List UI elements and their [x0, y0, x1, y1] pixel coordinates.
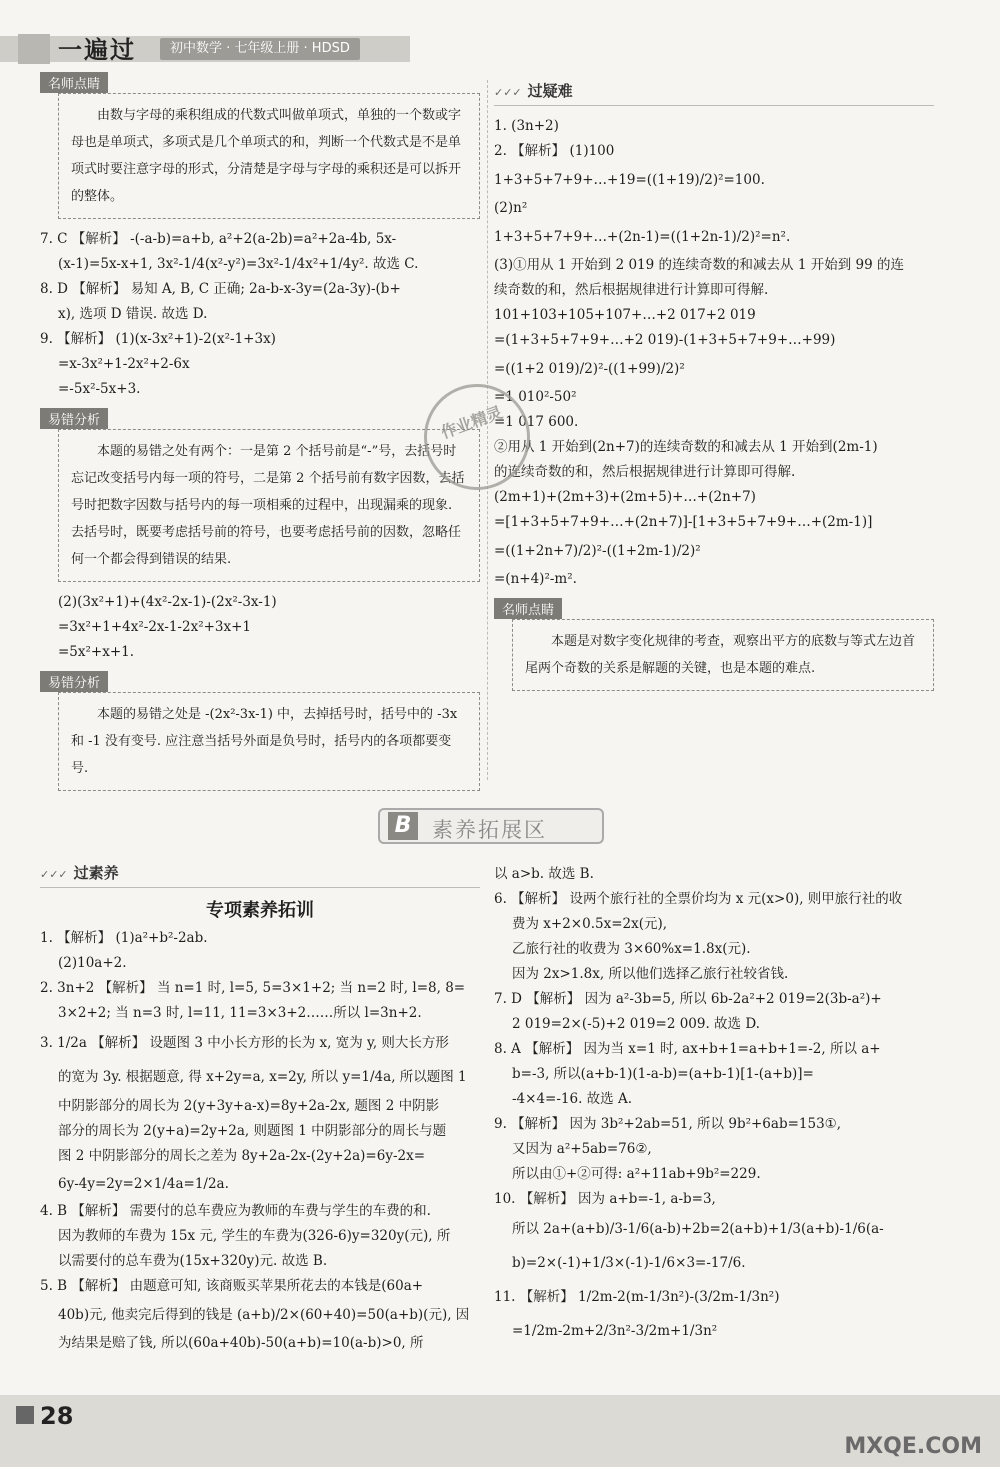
section-title-text: 过疑难 [527, 82, 573, 100]
answer-line: 所以 2a+(a+b)/3-1/6(a-b)+2b=2(a+b)+1/3(a+b)-1/6(a- [512, 1221, 884, 1237]
tip-text: 本题是对数字变化规律的考查，观察出平方的底数与等式左边首尾两个奇数的关系是解题的关键，也是本题的难点. [512, 619, 934, 691]
answer-line: 因为 2x>1.8x, 所以他们选择乙旅行社较省钱. [512, 966, 789, 982]
answer-line: b)=2×(-1)+1/3×(-1)-1/6×3=-17/6. [512, 1255, 746, 1271]
answer-line: 中阴影部分的周长为 2(y+3y+a-x)=8y+2a-2x, 题图 2 中阴影 [58, 1098, 440, 1114]
answer-line: (x-1)=5x-x+1, 3x²-1/4(x²-y²)=3x²-1/4x²+1/4y². 故选 C. [58, 256, 419, 272]
answer-line: 续奇数的和，然后根据规律进行计算即可得解. [494, 282, 769, 298]
answer-line: (3)①用从 1 开始到 2 019 的连续奇数的和减去从 1 开始到 99 的连 [494, 257, 904, 273]
section-title-text: 过素养 [73, 864, 119, 882]
answer-line: 1. (3n+2) [494, 118, 559, 134]
tip-text: 本题的易错之处是 -(2x²-3x-1) 中，去掉括号时，括号中的 -3x 和 -1 没有变号. 应注意当括号外面是负号时，括号内的各项都要变号. [58, 692, 480, 791]
subsection-title: 专项素养拓训 [206, 900, 314, 921]
answer-line: 40b)元, 他卖完后得到的钱是 (a+b)/2×(60+40)=50(a+b)(元), 因 [58, 1307, 470, 1323]
right-column-top [494, 80, 934, 699]
header-brand: 一遍过 [58, 36, 136, 64]
header-tag: 初中数学 · 七年级上册 · HDSD [160, 38, 360, 60]
tip-text: 本题的易错之处有两个：一是第 2 个括号前是“-”号，去括号时忘记改变括号内每一项的符号，二是第 2 个括号前有数字因数，去括号时把数字因数与括号内的每一项相乘的过程中，出现漏乘的现象. 去括号时，既要考虑括号前的符号，也要考虑括号前的因数，忽略任何一个都会得到错误的结果. [58, 429, 480, 582]
answer-line: =x-3x²+1-2x²+2-6x [58, 356, 190, 372]
answer-line: 1+3+5+7+9+…+19=((1+19)/2)²=100. [494, 172, 765, 188]
answer-line: 2. 【解析】 (1)100 [494, 143, 615, 159]
answer-line: 7. D 【解析】 因为 a²-3b=5, 所以 6b-2a²+2 019=2(3b-a²)+ [494, 991, 882, 1007]
answer-line: 4. B 【解析】 需要付的总车费应为教师的车费与学生的车费的和. [40, 1203, 431, 1219]
answer-line: 因为教师的车费为 15x 元, 学生的车费为(326-6)y=320y(元), 所 [58, 1228, 451, 1244]
answer-line: 又因为 a²+5ab=76②, [512, 1141, 652, 1157]
zone-b-banner [378, 808, 604, 844]
answer-line: 9. 【解析】 因为 3b²+2ab=51, 所以 9b²+6ab=153①, [494, 1116, 842, 1132]
answer-line: 3×2+2; 当 n=3 时, l=11, 11=3×3+2……所以 l=3n+2. [58, 1005, 422, 1021]
answer-line: (2)(3x²+1)+(4x²-2x-1)-(2x²-3x-1) [58, 594, 277, 610]
header-logo-mark [18, 34, 50, 64]
answer-line: 为结果是赔了钱, 所以(60a+40b)-50(a+b)=10(a-b)>0, 所 [58, 1335, 424, 1351]
answer-line: 所以由①+②可得: a²+11ab+9b²=229. [512, 1166, 761, 1182]
answer-line: =1 017 600. [494, 414, 579, 430]
answer-line: (2)10a+2. [58, 955, 127, 971]
answer-line: 乙旅行社的收费为 3×60%x=1.8x(元). [512, 941, 751, 957]
answer-line: 图 2 中阴影部分的周长之差为 8y+2a-2x-(2y+2a)=6y-2x= [58, 1148, 426, 1164]
answer-line: 3. 1/2a 【解析】 设题图 3 中小长方形的长为 x, 宽为 y, 则大长方形 [40, 1035, 449, 1051]
answer-line: 2. 3n+2 【解析】 当 n=1 时, l=5, 5=3×1+2; 当 n=2 时, l=8, 8= [40, 980, 466, 996]
answer-line: =1 010²-50² [494, 389, 577, 405]
answer-line: 部分的周长为 2(y+a)=2y+2a, 则题图 1 中阴影部分的周长与题 [58, 1123, 447, 1139]
tip-title: 易错分析 [40, 671, 108, 692]
tip-box-error-1 [40, 408, 480, 582]
left-column-top [40, 72, 480, 799]
left-column-bottom [40, 862, 480, 1356]
tick-marks-icon: ✓✓✓ [494, 86, 522, 99]
answer-line: =5x²+x+1. [58, 644, 135, 660]
answer-line: (2)n² [494, 200, 528, 216]
homework-stamp: 作业精灵 [409, 369, 545, 505]
answer-line: 的连续奇数的和，然后根据规律进行计算即可得解. [494, 464, 796, 480]
answer-line: =(n+4)²-m². [494, 571, 577, 587]
answer-line: 1. 【解析】 (1)a²+b²-2ab. [40, 930, 208, 946]
answer-line: =[1+3+5+7+9+…+(2n+7)]-[1+3+5+7+9+…+(2m-1)] [494, 514, 873, 530]
answer-line: 101+103+105+107+…+2 017+2 019 [494, 307, 756, 323]
answer-line: ②用从 1 开始到(2n+7)的连续奇数的和减去从 1 开始到(2m-1) [494, 439, 878, 455]
answer-line: 6y-4y=2y=2×1/4a=1/2a. [58, 1176, 229, 1192]
answer-line: 以需要付的总车费为(15x+320y)元. 故选 B. [58, 1253, 328, 1269]
answer-line: 2 019=2×(-5)+2 019=2 009. 故选 D. [512, 1016, 760, 1032]
answer-line: 费为 x+2×0.5x=2x(元), [512, 916, 668, 932]
answer-line: 6. 【解析】 设两个旅行社的全票价均为 x 元(x>0), 则甲旅行社的收 [494, 891, 903, 907]
answer-line: 9. 【解析】 (1)(x-3x²+1)-2(x²-1+3x) [40, 331, 276, 347]
zone-b-letter: B [388, 812, 418, 840]
answer-line: 8. A 【解析】 因为当 x=1 时, ax+b+1=a+b+1=-2, 所以 a+ [494, 1041, 881, 1057]
answer-line: =((1+2 019)/2)²-((1+99)/2)² [494, 361, 685, 377]
answer-line: =(1+3+5+7+9+…+2 019)-(1+3+5+7+9+…+99) [494, 332, 836, 348]
answer-line: =((1+2n+7)/2)²-((1+2m-1)/2)² [494, 543, 701, 559]
answer-line: 7. C 【解析】 -(-a-b)=a+b, a²+2(a-2b)=a²+2a-4b, 5x- [40, 231, 397, 247]
answer-line: 11. 【解析】 1/2m-2(m-1/3n²)-(3/2m-1/3n²) [494, 1289, 780, 1305]
tip-text: 由数与字母的乘积组成的代数式叫做单项式，单独的一个数或字母也是单项式，多项式是几个单项式的和，判断一个代数式是不是单项式时要注意字母的形式，分清楚是字母与字母的乘积还是可以拆开的整体。 [58, 93, 480, 219]
answer-line: -4×4=-16. 故选 A. [512, 1091, 633, 1107]
tip-title: 易错分析 [40, 408, 108, 429]
tip-title: 名师点睛 [40, 72, 108, 93]
watermark: MXQE.COM [844, 1434, 982, 1459]
right-column-bottom [494, 862, 942, 1348]
answer-line: (2m+1)+(2m+3)+(2m+5)+…+(2n+7) [494, 489, 756, 505]
answer-line: 5. B 【解析】 由题意可知, 该商贩买苹果所花去的本钱是(60a+ [40, 1278, 424, 1294]
section-title [40, 862, 480, 888]
answer-line: 的宽为 3y. 根据题意, 得 x+2y=a, x=2y, 所以 y=1/4a, 所以题图 1 [58, 1069, 467, 1085]
answer-line: 1+3+5+7+9+…+(2n-1)=((1+2n-1)/2)²=n². [494, 229, 791, 245]
tip-title: 名师点睛 [494, 598, 562, 619]
answer-line: =3x²+1+4x²-2x-1-2x²+3x+1 [58, 619, 252, 635]
tip-box-famous-teacher-2 [494, 598, 934, 691]
answer-line: 以 a>b. 故选 B. [494, 866, 594, 882]
answer-line: 10. 【解析】 因为 a+b=-1, a-b=3, [494, 1191, 716, 1207]
answer-line: =-5x²-5x+3. [58, 381, 141, 397]
tip-box-famous-teacher [40, 72, 480, 219]
tip-box-error-2 [40, 671, 480, 791]
answer-line: b=-3, 所以(a+b-1)(1-a-b)=(a+b-1)[1-(a+b)]= [512, 1066, 814, 1082]
page-number: 28 [40, 1402, 74, 1430]
zone-b-label: 素养拓展区 [432, 818, 547, 842]
answer-line: 8. D 【解析】 易知 A, B, C 正确; 2a-b-x-3y=(2a-3y)-(b+ [40, 281, 401, 297]
section-title [494, 80, 934, 106]
page-number-marker [16, 1406, 34, 1424]
answer-line: x), 选项 D 错误. 故选 D. [58, 306, 208, 322]
tick-marks-icon: ✓✓✓ [40, 868, 68, 881]
answer-line: =1/2m-2m+2/3n²-3/2m+1/3n² [512, 1323, 718, 1339]
